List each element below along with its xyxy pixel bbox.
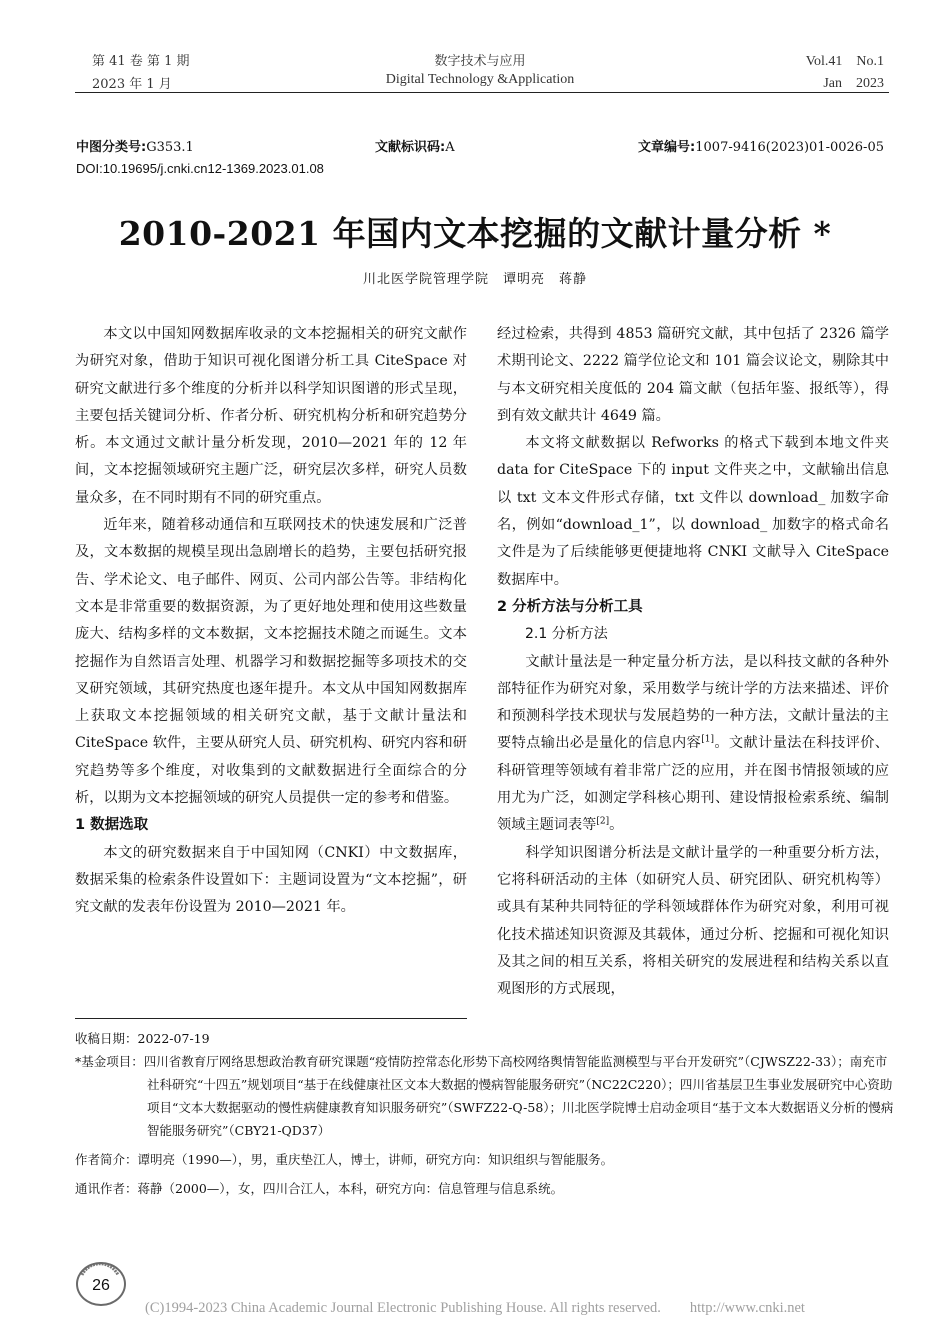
- corresponding-author: 通讯作者：蒋静（2000—），女，四川合江人，本科，研究方向：信息管理与信息系统。: [75, 1181, 564, 1196]
- citation-ref-1[interactable]: [1]: [701, 734, 714, 745]
- clc-number: [76, 136, 194, 155]
- bibliometrics-text-a: 文献计量法是一种定量分析方法，是以科技文献的各种外部特征作为研究对象，采用数学与统计学的方法来描述、评价和预测科学技术现状与发展趋势的一种方法，文献计量法的主要特点输出必是量化的信息内容: [497, 653, 889, 752]
- knowledge-map-paragraph: 科学知识图谱分析法是文献计量学的一种重要分析方法，它将科研活动的主体（如研究人员、研究团队、研究机构等）或具有某种共同特征的学科领域群体作为研究对象，利用可视化技术描述知识资源及其载体，通过分析、挖掘和可视化知识及其之间的相互关系，将相关研究的发展进程和结构关系以直观图形的方式展现，: [497, 844, 889, 998]
- article-number: [638, 136, 884, 155]
- left-column: [75, 321, 467, 922]
- download-paragraph: 本文将文献数据以 Refworks 的格式下载到本地文件夹 data for CiteSpace 下的 input 文件夹之中，文献输出信息以 txt 文本文件形式存储，txt 文件以 download_ 加数字命名，例如“download_1”，以 download_ 加数字的格式命名文件是为了后续能够更便捷地将 CNKI 文献导入 CiteSpace 数据库中。: [497, 435, 889, 588]
- footnote-rule: [75, 1018, 467, 1019]
- header-volume-issue: 第 41 卷 第 1 期: [92, 54, 190, 69]
- doc-code-label: 文献标识码:: [375, 140, 446, 155]
- header-journal-en: Digital Technology &Application: [385, 72, 575, 87]
- bibliometrics-text-c: 。: [609, 817, 624, 834]
- page-number: 26: [92, 1277, 110, 1294]
- doc-code-value: A: [445, 140, 455, 155]
- doi: DOI:10.19695/j.cnki.cn12-1369.2023.01.08: [76, 161, 324, 176]
- clc-label: 中图分类号:: [76, 140, 147, 155]
- header-date-en: Jan 2023: [823, 76, 884, 91]
- clc-value: G353.1: [146, 140, 194, 155]
- footnotes: [75, 1027, 895, 1200]
- author-line: 川北医学院管理学院 谭明亮 蒋静: [362, 272, 587, 287]
- article-title: 2010-2021 年国内文本挖掘的文献计量分析 *: [118, 214, 832, 253]
- article-no-label: 文章编号:: [638, 140, 696, 155]
- subsection-heading-2-1: 2.1 分析方法: [525, 626, 608, 643]
- doc-code: [375, 136, 455, 155]
- copyright-notice: (C)1994-2023 China Academic Journal Electronic Publishing House. All rights reserved. http://www.cnki.net: [145, 1300, 805, 1316]
- fund-project: [75, 1050, 895, 1142]
- intro-paragraph: 近年来，随着移动通信和互联网技术的快速发展和广泛普及，文本数据的规模呈现出急剧增长的趋势，主要包括研究报告、学术论文、电子邮件、网页、公司内部公告等。非结构化文本是非常重要的数据资源，为了更好地处理和使用这些数量庞大、结构多样的文本数据，文本挖掘技术随之而诞生。文本挖掘作为自然语言处理、机器学习和数据挖掘等多项技术的交叉研究领域，其研究热度也逐年提升。本文从中国知网数据库上获取文本挖掘领域的相关研究文献，基于文献计量法和 CiteSpace 软件，主要从研究人员、研究机构、研究内容和研究趋势等多个维度，对收集到的文献数据进行全面综合的分析，以期为文本挖掘领域的研究人员提供一定的参考和借鉴。: [75, 517, 467, 807]
- fund-text: 四川省教育厅网络思想政治教育研究课题“疫情防控常态化形势下高校网络舆情智能监测模型与平台开发研究”（CJWSZ22-33）；南充市社科研究“十四五”规划项目“基于在线健康社区文本大数据的慢病智能服务研究”（NC22C220）；四川省基层卫生事业发展研究中心资助项目“文本大数据驱动的慢性病健康教育知识服务研究”（SWFZ22-Q-58）；川北医学院博士启动金项目“基于文本大数据语义分析的慢病智能服务研究”（CBY21-QD37）: [143, 1054, 894, 1138]
- retrieval-paragraph: 经过检索，共得到 4853 篇研究文献，其中包括了 2326 篇学术期刊论文、2222 篇学位论文和 101 篇会议论文，剔除其中与本文研究相关度低的 204 篇文献（包括年鉴、报纸等），得到有效文献共计 4649 篇。: [497, 326, 889, 424]
- header-date: 2023 年 1 月: [92, 77, 172, 92]
- received-date: 收稿日期：2022-07-19: [75, 1031, 210, 1046]
- data-paragraph: 本文的研究数据来自于中国知网（CNKI）中文数据库，数据采集的检索条件设置如下：主题词设置为“文本挖掘”，研究文献的发表年份设置为 2010—2021 年。: [75, 844, 467, 916]
- citation-ref-2[interactable]: [2]: [596, 816, 610, 827]
- bibliometrics-text-b: 。文献计量法在科技评价、科研管理等领域有着非常广泛的应用，并在图书情报领域的应用尤为广泛，如测定学科核心期刊、建设情报检索系统、编制领域主题词表等: [497, 735, 889, 834]
- bibliometrics-paragraph: [497, 649, 889, 840]
- section-heading-2: 2 分析方法与分析工具: [497, 598, 643, 615]
- right-column: [497, 321, 889, 1003]
- article-no-value: 1007-9416(2023)01-0026-05: [695, 140, 884, 155]
- header-vol-en: Vol.41 No.1: [805, 54, 884, 69]
- header-rule: [75, 92, 889, 93]
- author-intro: 作者简介：谭明亮（1990—），男，重庆垫江人，博士，讲师，研究方向：知识组织与智能服务。: [75, 1152, 614, 1167]
- fund-label: *基金项目：: [75, 1054, 144, 1069]
- header-journal-cn: 数字技术与应用: [434, 54, 526, 69]
- abstract-paragraph: 本文以中国知网数据库收录的文本挖掘相关的研究文献作为研究对象，借助于知识可视化图谱分析工具 CiteSpace 对研究文献进行多个维度的分析并以科学知识图谱的形式呈现，主要包括关键词分析、作者分析、研究机构分析和研究趋势分析。本文通过文献计量分析发现，2010—2021 年的 12 年间，文本挖掘领域研究主题广泛，研究层次多样，研究人员数量众多，在不同时期有不同的研究重点。: [75, 326, 467, 506]
- section-heading-1: 1 数据选取: [75, 817, 149, 834]
